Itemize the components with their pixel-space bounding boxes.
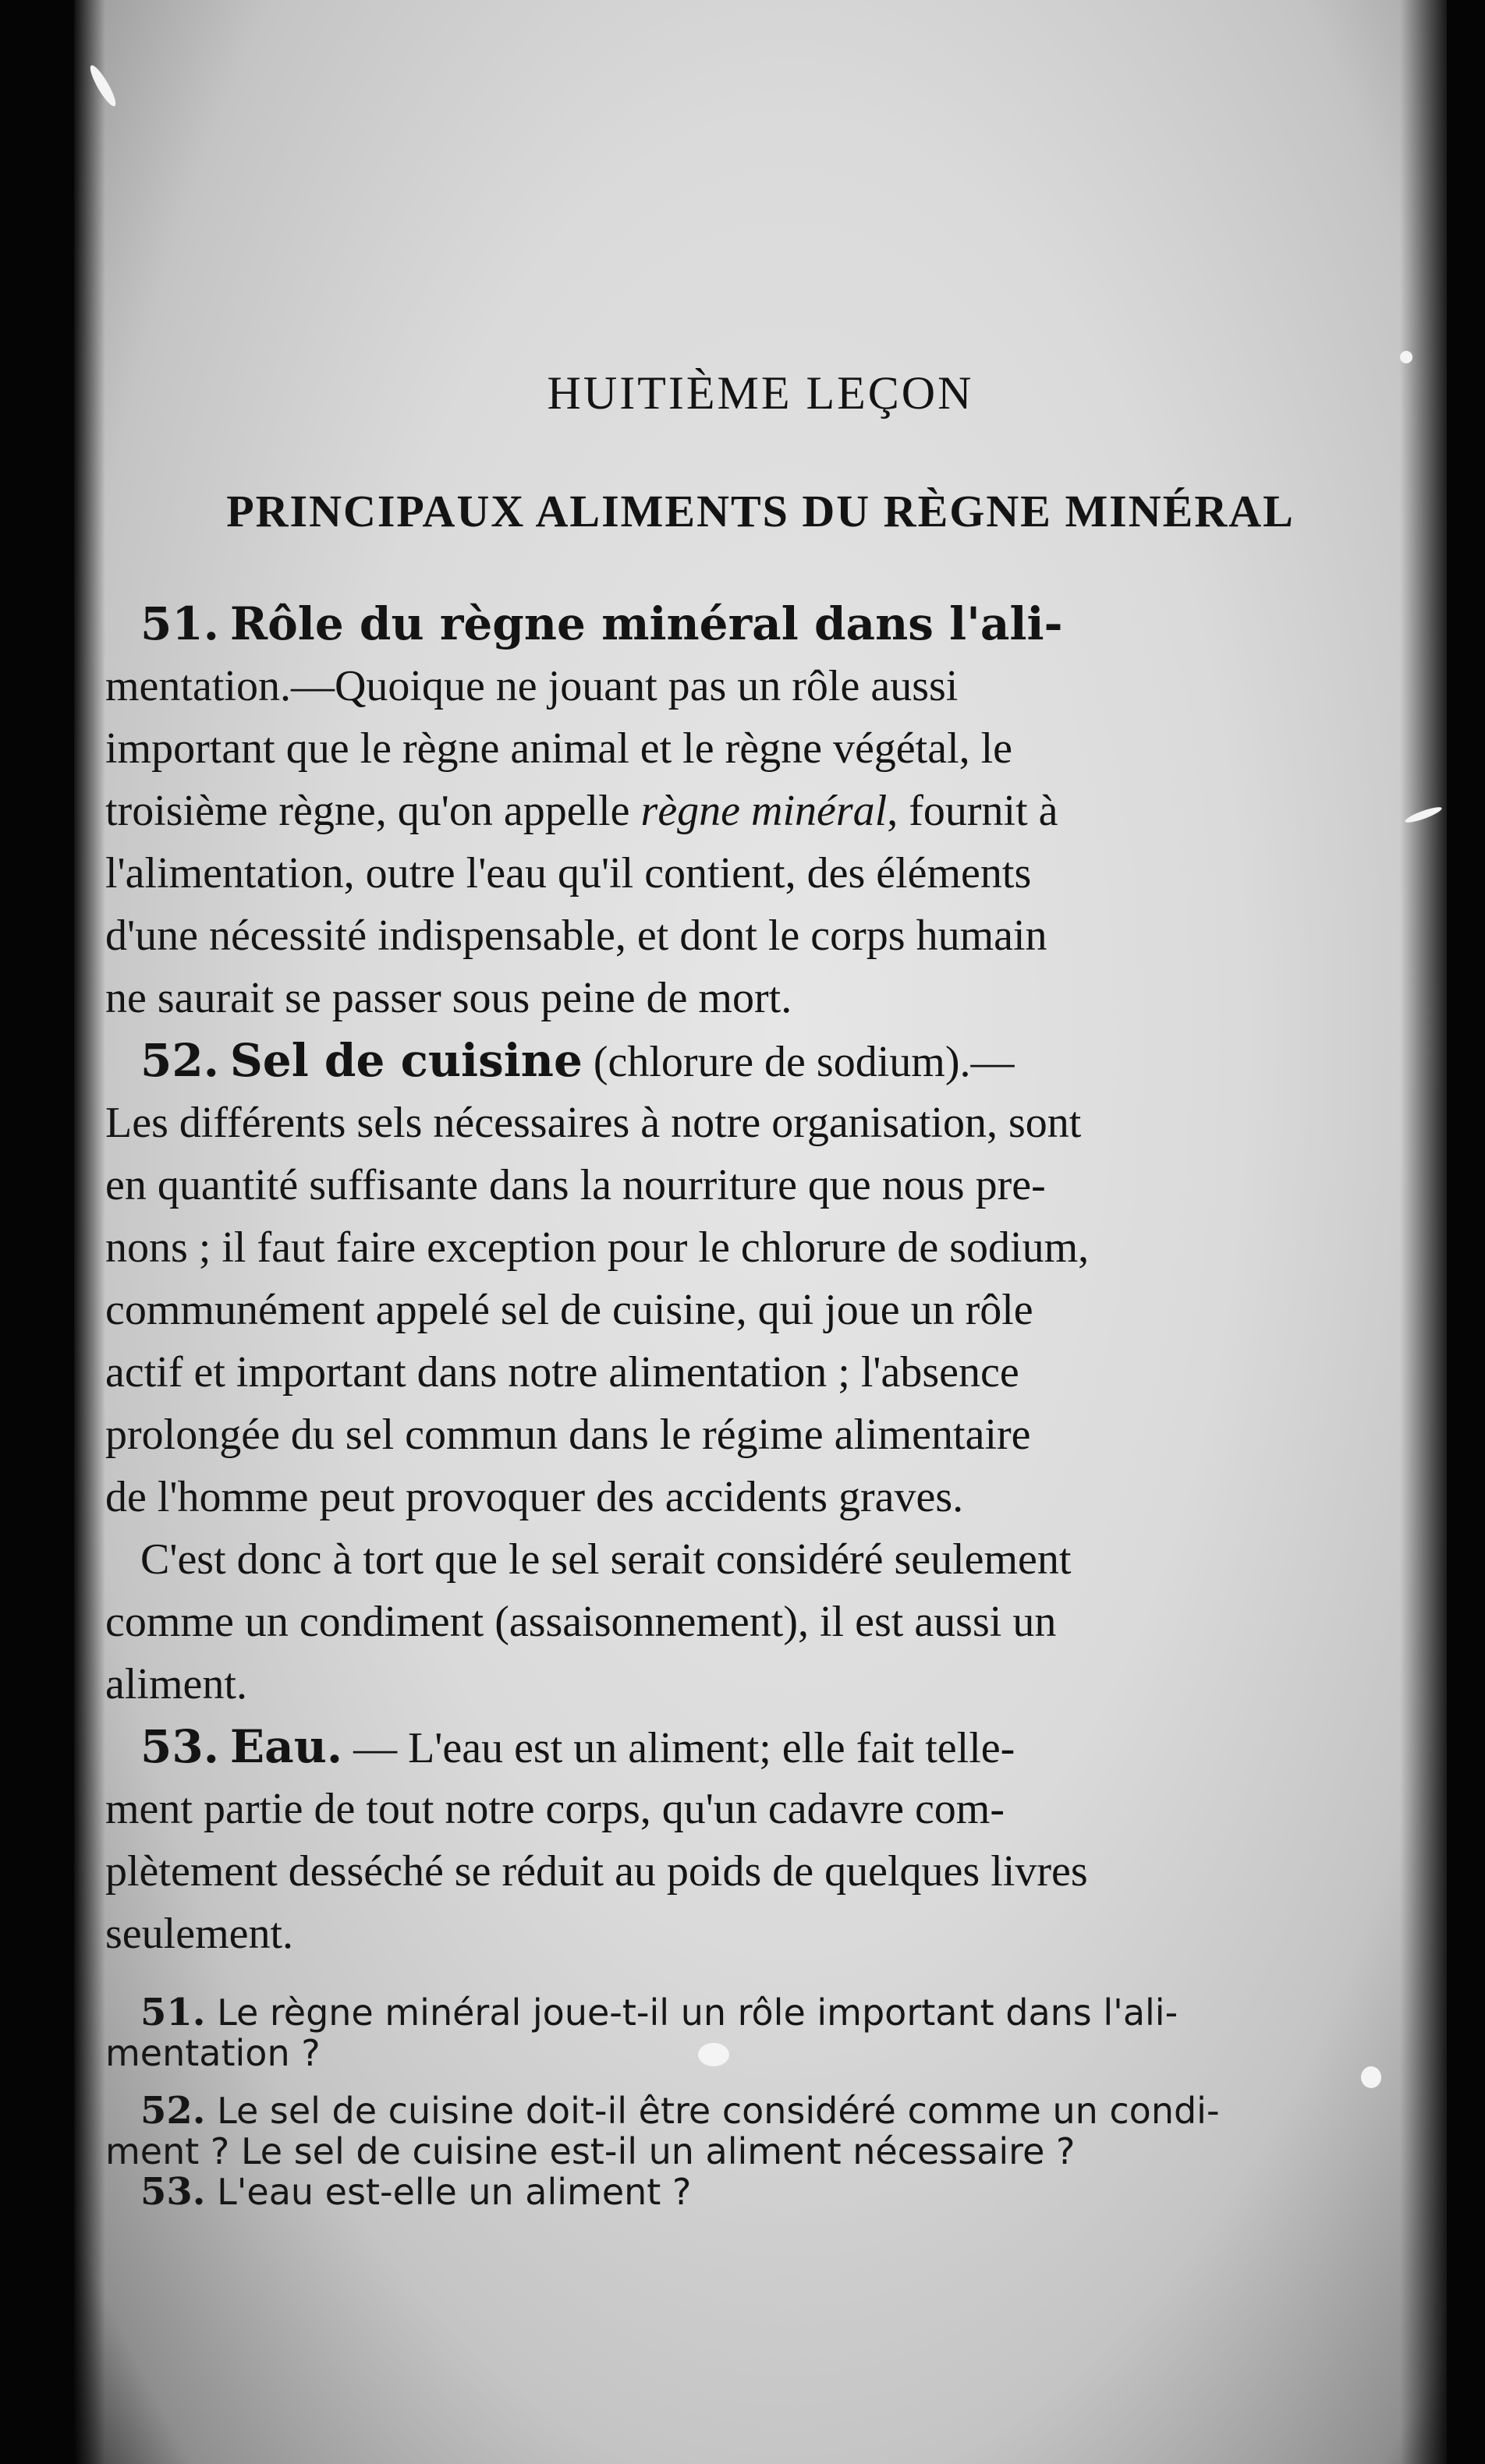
italic-term: règne minéral — [640, 787, 888, 835]
section-53-line: ment partie de tout notre corps, qu'un cadavre com- — [105, 1785, 1005, 1833]
chapter-title: PRINCIPAUX ALIMENTS DU RÈGNE MINÉRAL — [226, 486, 1295, 536]
section-51-line-start: troisième règne, qu'on appelle — [105, 787, 641, 835]
question-52 — [105, 2091, 1353, 2172]
section-52 — [105, 1029, 1330, 1715]
section-52-number: 52. — [140, 1034, 219, 1087]
section-52-line: communément appelé sel de cuisine, qui joue un rôle — [105, 1286, 1033, 1334]
section-52-line: de l'homme peut provoquer des accidents graves. — [105, 1473, 964, 1521]
question-line: mentation ? — [105, 2033, 321, 2073]
question-51 — [105, 1992, 1353, 2073]
section-52-line: actif et important dans notre alimentation ; l'absence — [105, 1348, 1019, 1397]
section-52-title: Sel de cuisine — [229, 1034, 583, 1087]
question-number: 51. — [140, 1992, 206, 2033]
section-51-line: ne saurait se passer sous peine de mort. — [105, 974, 792, 1022]
question-line — [105, 2091, 1353, 2131]
section-52-heading-line — [105, 1029, 1330, 1092]
section-52-line: aliment. — [105, 1660, 247, 1708]
section-52-line: nons ; il faut faire exception pour le chlorure de sodium, — [105, 1223, 1090, 1272]
section-51-line: important que le règne animal et le règne végétal, le — [105, 724, 1013, 773]
section-51-line: l'alimentation, outre l'eau qu'il contient, des éléments — [105, 849, 1032, 897]
section-53-heading-line — [105, 1715, 1330, 1778]
section-51-number: 51. — [140, 597, 219, 650]
section-53-number: 53. — [140, 1720, 219, 1773]
section-52-title-rest: (chlorure de sodium).— — [582, 1038, 1015, 1086]
paper-sheet — [74, 0, 1447, 2464]
review-questions — [105, 1992, 1353, 2212]
section-51-heading-line — [105, 593, 1330, 655]
section-52-line: prolongée du sel commun dans le régime alimentaire — [105, 1411, 1031, 1459]
section-53-line: seulement. — [105, 1910, 294, 1958]
section-52-line: comme un condiment (assaisonnement), il est aussi un — [105, 1598, 1057, 1646]
question-text: Le sel de cuisine doit-il être considéré comme un condi- — [205, 2091, 1220, 2131]
section-51-line — [105, 780, 1330, 842]
question-text: L'eau est-elle un aliment ? — [205, 2172, 692, 2212]
question-53 — [105, 2172, 1353, 2212]
lesson-title: HUITIÈME LEÇON — [547, 367, 974, 419]
section-51-line-end: , fournit à — [887, 787, 1058, 835]
question-number: 52. — [140, 2091, 206, 2131]
section-51 — [105, 593, 1330, 1029]
page-text — [74, 0, 1447, 2464]
question-line — [105, 2172, 1353, 2212]
section-51-line: d'une nécessité indispensable, et dont le corps humain — [105, 912, 1047, 960]
section-53-line: plètement desséché se réduit au poids de quelques livres — [105, 1847, 1088, 1896]
section-52-line: Les différents sels nécessaires à notre organisation, sont — [105, 1099, 1082, 1147]
question-number: 53. — [140, 2172, 206, 2212]
question-line: ment ? Le sel de cuisine est-il un aliment nécessaire ? — [105, 2131, 1076, 2172]
section-52-line: en quantité suffisante dans la nourriture que nous pre- — [105, 1161, 1046, 1209]
question-line — [105, 1992, 1353, 2033]
section-52-line: C'est donc à tort que le sel serait considéré seulement — [140, 1535, 1072, 1584]
section-53-title-rest: — L'eau est un aliment; elle fait telle- — [342, 1724, 1015, 1772]
question-text: Le règne minéral joue-t-il un rôle important dans l'ali- — [205, 1992, 1178, 2033]
section-51-title: Rôle du règne minéral dans l'ali- — [229, 597, 1063, 650]
section-51-line: mentation.—Quoique ne jouant pas un rôle aussi — [105, 662, 959, 710]
section-53 — [105, 1715, 1330, 1965]
section-53-title: Eau. — [229, 1720, 343, 1773]
